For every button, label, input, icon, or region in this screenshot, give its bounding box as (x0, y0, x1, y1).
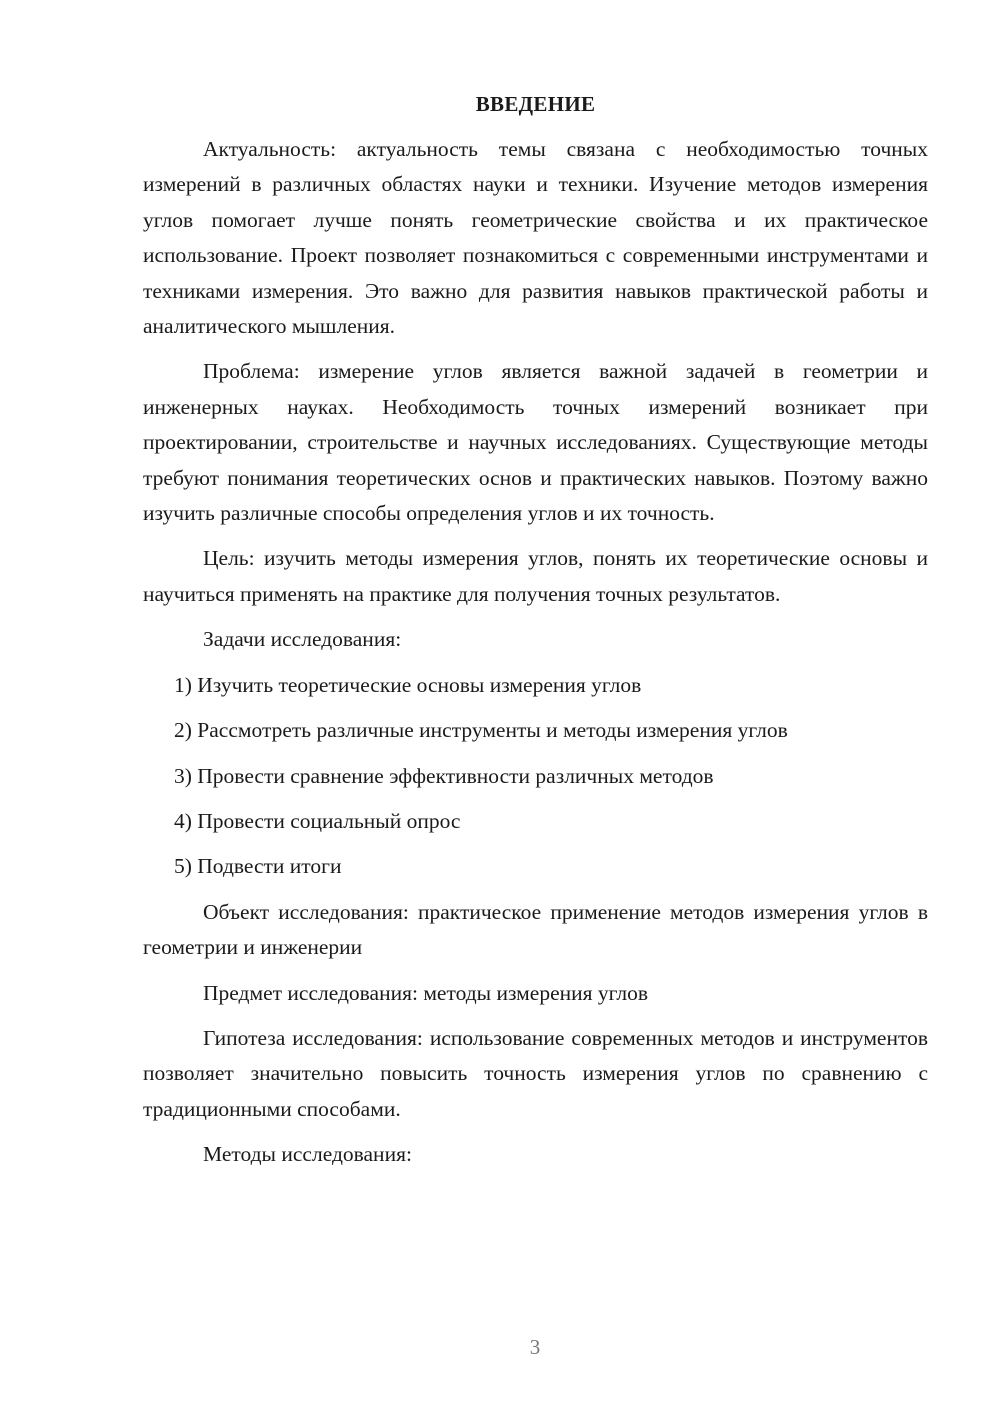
tasks-list (143, 668, 928, 885)
paragraph-problem: Проблема: измерение углов является важной задачей в геометрии и инженерных науках. Необходимость точных измерений возникает при проектировании, строительстве и научных исследованиях. Существующие методы требуют понимания теоретических основ и практических навыков. Поэтому важно изучить различные способы определения углов и их точность. (143, 359, 928, 526)
list-item: 2) Рассмотреть различные инструменты и методы измерения углов (174, 718, 788, 743)
paragraph-goal: Цель: изучить методы измерения углов, понять их теоретические основы и научиться применять на практике для получения точных результатов. (143, 546, 928, 606)
paragraph-hypothesis: Гипотеза исследования: использование современных методов и инструментов позволяет значительно повысить точность измерения углов по сравнению с традиционными способами. (143, 1025, 928, 1121)
paragraph-object: Объект исследования: практическое применение методов измерения углов в геометрии и инженерии (143, 899, 928, 960)
methods-title: Методы исследования: (203, 1142, 412, 1167)
paragraph-subject: Предмет исследования: методы измерения углов (203, 980, 648, 1005)
list-item: 3) Провести сравнение эффективности различных методов (174, 763, 714, 788)
section-heading: ВВЕДЕНИЕ (475, 92, 596, 116)
document-page (143, 90, 928, 1183)
list-item: 5) Подвести итоги (174, 854, 342, 879)
paragraph-relevance: Актуальность: актуальность темы связана с необходимостью точных измерений в различных областях науки и техники. Изучение методов измерения углов помогает лучше понять геометрические свойства и их практическое использование. Проект позволяет познакомиться с современными инструментами и техниками измерения. Это важно для развития навыков практической работы и аналитического мышления. (143, 137, 928, 339)
tasks-title: Задачи исследования: (203, 627, 402, 652)
list-item: 4) Провести социальный опрос (174, 808, 461, 833)
page-number: 3 (529, 1335, 541, 1359)
list-item: 1) Изучить теоретические основы измерения углов (174, 672, 642, 697)
